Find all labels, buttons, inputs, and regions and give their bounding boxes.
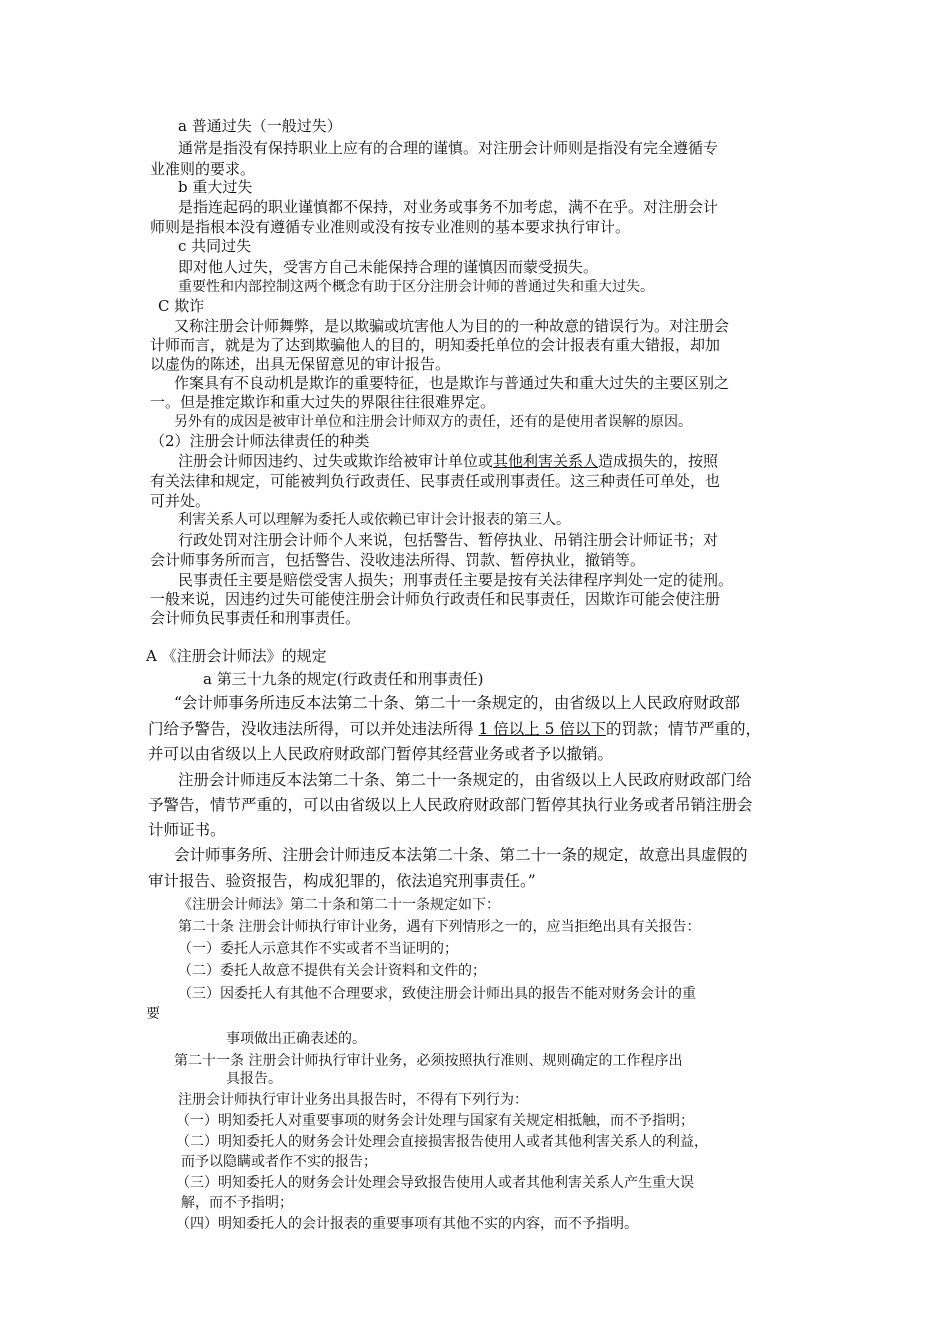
paragraph-line: 又称注册会计师舞弊，是以欺骗或坑害他人为目的的一种故意的错误行为。对注册会 bbox=[174, 317, 730, 335]
list-item: （二）委托人故意不提供有关会计资料和文件的； bbox=[178, 963, 486, 979]
heading-liability-types: （2）注册会计师法律责任的种类 bbox=[150, 432, 370, 450]
note-line: 利害关系人可以理解为委托人或依赖已审计会计报表的第三人。 bbox=[178, 512, 570, 528]
underlined-term: 1 倍以上 5 倍以下 bbox=[478, 720, 606, 738]
paragraph-line: 会计师负民事责任和刑事责任。 bbox=[150, 609, 361, 627]
paragraph-line: 有关法律和规定，可能被判负行政责任、民事责任或刑事责任。这三种责任可单处，也 bbox=[150, 472, 721, 490]
quote-line: 会计师事务所、注册会计师违反本法第二十条、第二十一条的规定，故意出具虚假的 bbox=[174, 846, 748, 864]
paragraph-line: 行政处罚对注册会计师个人来说，包括警告、暂停执业、吊销注册会计师证书；对 bbox=[178, 531, 719, 549]
subheading-article-39: a 第三十九条的规定(行政责任和刑事责任) bbox=[203, 670, 484, 688]
paragraph-line: 以虚伪的陈述，出具无保留意见的审计报告。 bbox=[150, 355, 451, 373]
article-21-continuation: 具报告。 bbox=[226, 1071, 282, 1087]
list-item: （一）明知委托人对重要事项的财务会计处理与国家有关规定相抵触，而不予指明； bbox=[176, 1113, 694, 1129]
paragraph-line: 业准则的要求。 bbox=[150, 160, 256, 178]
paragraph-line: 计师而言，就是为了达到欺骗他人的目的，明知委托单位的会计报表有重大错报，却加 bbox=[150, 336, 721, 354]
list-item: （四）明知委托人的会计报表的重要事项有其他不实的内容，而不予指明。 bbox=[176, 1216, 638, 1232]
quote-line: “会计师事务所违反本法第二十条、第二十一条规定的，由省级以上人民政府财政部 bbox=[174, 694, 740, 712]
list-item-continuation: 要 bbox=[146, 1006, 160, 1022]
quote-line: 审计报告、验资报告，构成犯罪的，依法追究刑事责任。” bbox=[148, 872, 536, 890]
paragraph-line: 注册会计师因违约、过失或欺诈给被审计单位或其他利害关系人造成损失的，按照 bbox=[178, 452, 719, 470]
list-item: （二）明知委托人的财务会计处理会直接损害报告使用人或者其他利害关系人的利益， bbox=[176, 1134, 708, 1150]
paragraph-line: 一般来说，因违约过失可能使注册会计师负行政责任和民事责任，因欺诈可能会使注册 bbox=[150, 590, 721, 608]
paragraph-line: 师则是指根本没有遵循专业准则或没有按专业准则的基本要求执行审计。 bbox=[150, 218, 631, 236]
list-item-continuation: 解，而不予指明； bbox=[181, 1195, 293, 1211]
quote-line: 并可以由省级以上人民政府财政部门暂停其经营业务或者予以撤销。 bbox=[148, 745, 614, 763]
heading-gross-negligence: b 重大过失 bbox=[178, 178, 253, 196]
heading-cpa-law: A 《注册会计师法》的规定 bbox=[146, 647, 327, 665]
underlined-term: 其他利害关系人 bbox=[493, 452, 599, 470]
list-item: （一）委托人示意其作不实或者不当证明的； bbox=[178, 941, 458, 957]
paragraph-line: 即对他人过失，受害方自己未能保持合理的谨慎因而蒙受损失。 bbox=[178, 258, 599, 276]
paragraph-line: 会计师事务所而言，包括警告、没收违法所得、罚款、暂停执业，撤销等。 bbox=[150, 551, 646, 569]
paragraph-line: 通常是指没有保持职业上应有的合理的谨慎。对注册会计师则是指没有完全遵循专 bbox=[178, 139, 719, 157]
heading-fraud: C 欺诈 bbox=[158, 297, 205, 315]
quote-line: 计师证书。 bbox=[148, 821, 226, 839]
paragraph-line: 可并处。 bbox=[150, 492, 211, 510]
quote-line: 门给予警告，没收违法所得，可以并处违法所得 1 倍以上 5 倍以下的罚款；情节严重的， bbox=[148, 720, 761, 738]
list-item-continuation: 而予以隐瞒或者作不实的报告； bbox=[181, 1154, 377, 1170]
article-21: 第二十一条 注册会计师执行审计业务，必须按照执行准则、规则确定的工作程序出 bbox=[174, 1053, 683, 1069]
paragraph-line: 民事责任主要是赔偿受害人损失；刑事责任主要是按有关法律程序判处一定的徒刑。 bbox=[178, 571, 734, 589]
articles-intro: 《注册会计师法》第二十条和第二十一条规定如下： bbox=[178, 897, 500, 913]
article-20: 第二十条 注册会计师执行审计业务，遇有下列情形之一的，应当拒绝出具有关报告： bbox=[178, 919, 701, 935]
note-line: 重要性和内部控制这两个概念有助于区分注册会计师的普通过失和重大过失。 bbox=[178, 279, 654, 295]
list-item-continuation: 事项做出正确表述的。 bbox=[226, 1031, 366, 1047]
heading-ordinary-negligence: a 普通过失（一般过失） bbox=[178, 117, 342, 135]
quote-line: 注册会计师违反本法第二十条、第二十一条规定的，由省级以上人民政府财政部门给 bbox=[178, 771, 752, 789]
paragraph-line: 一。但是推定欺诈和重大过失的界限往往很难界定。 bbox=[150, 393, 496, 411]
heading-joint-negligence: c 共同过失 bbox=[178, 237, 252, 255]
quote-line: 予警告，情节严重的，可以由省级以上人民政府财政部门暂停其执行业务或者吊销注册会 bbox=[148, 796, 753, 814]
note-line: 另外有的成因是被审计单位和注册会计师双方的责任，还有的是使用者误解的原因。 bbox=[174, 414, 692, 430]
paragraph-line: 是指连起码的职业谨慎都不保持，对业务或事务不加考虑，满不在乎。对注册会计 bbox=[178, 198, 719, 216]
list-item: （三）因委托人有其他不合理要求，致使注册会计师出具的报告不能对财务会计的重 bbox=[178, 986, 696, 1002]
list-item: （三）明知委托人的财务会计处理会导致报告使用人或者其他利害关系人产生重大误 bbox=[176, 1175, 694, 1191]
paragraph-line: 注册会计师执行审计业务出具报告时，不得有下列行为： bbox=[178, 1092, 528, 1108]
paragraph-line: 作案具有不良动机是欺诈的重要特征，也是欺诈与普通过失和重大过失的主要区别之 bbox=[174, 374, 730, 392]
